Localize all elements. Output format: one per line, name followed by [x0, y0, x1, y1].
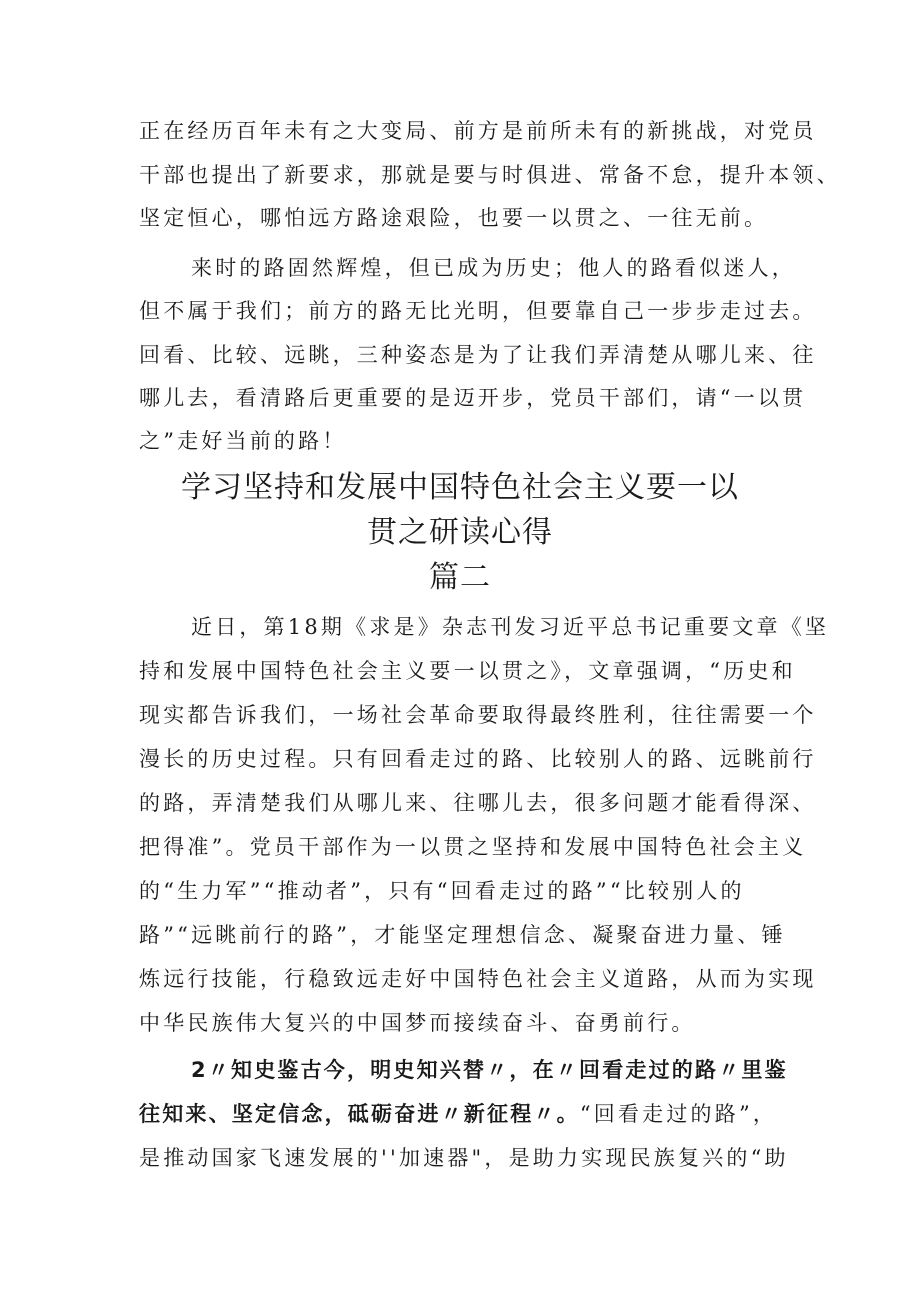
- paragraph-line: 正在经历百年未有之大变局、前方是前所未有的新挑战，对党员: [139, 119, 817, 143]
- bold-heading-line: 2〃知史鉴古今，明史知兴替〃，在〃回看走过的路〃里鉴: [191, 1058, 788, 1082]
- paragraph-line: 但不属于我们；前方的路无比光明，但要靠自己一步步走过去。: [139, 299, 817, 323]
- paragraph-line: 中华民族伟大复兴的中国梦而接续奋斗、奋勇前行。: [139, 1011, 696, 1035]
- paragraph-line: 来时的路固然辉煌，但已成为历史；他人的路看似迷人，: [191, 256, 796, 280]
- paragraph-line: 干部也提出了新要求，那就是要与时俱进、常备不怠，提升本领、: [139, 163, 841, 187]
- paragraph-line: 是推动国家飞速发展的''加速器"，是助力实现民族复兴的“助: [139, 1146, 789, 1170]
- article-title-line-2: 贯之研读心得: [367, 515, 553, 550]
- article-title-line-1: 学习坚持和发展中国特色社会主义要一以: [181, 470, 739, 505]
- paragraph-line: 的“生力军”“推动者”，只有“回看走过的路”“比较别人的: [139, 879, 745, 903]
- paragraph-line: 的路，弄清楚我们从哪儿来、往哪儿去，很多问题才能看得深、: [139, 791, 817, 815]
- paragraph-line: 之”走好当前的路！: [139, 429, 347, 453]
- paragraph-line: 坚定恒心，哪怕远方路途艰险，也要一以贯之、一往无前。: [139, 206, 769, 230]
- bold-heading-fragment: 往知来、坚定信念，砥砺奋进〃新征程〃。: [139, 1102, 580, 1126]
- paragraph-line: 路”“远眺前行的路”，才能坚定理想信念、凝聚奋进力量、锤: [139, 923, 786, 947]
- paragraph-fragment: “回看走过的路”，: [579, 1102, 778, 1126]
- paragraph-line: 把得准”。党员干部作为一以贯之坚持和发展中国特色社会主义: [139, 835, 807, 859]
- section-heading: 篇二: [429, 560, 491, 595]
- paragraph-line: 炼远行技能，行稳致远走好中国特色社会主义道路，从而为实现: [139, 967, 817, 991]
- paragraph-line: 持和发展中国特色社会主义要一以贯之》，文章强调，“历史和: [139, 659, 796, 683]
- paragraph-line: 回看、比较、远眺，三种姿态是为了让我们弄清楚从哪儿来、往: [139, 343, 817, 367]
- paragraph-line: 现实都告诉我们，一场社会革命要取得最终胜利，往往需要一个: [139, 703, 817, 727]
- paragraph-line: 漫长的历史过程。只有回看走过的路、比较别人的路、远眺前行: [139, 747, 817, 771]
- paragraph-line: 近日，第18期《求是》杂志刊发习近平总书记重要文章《坚: [191, 615, 830, 639]
- paragraph-line: 哪儿去，看清路后更重要的是迈开步，党员干部们，请“一以贯: [139, 386, 807, 410]
- paragraph-line-mixed: [139, 1099, 799, 1129]
